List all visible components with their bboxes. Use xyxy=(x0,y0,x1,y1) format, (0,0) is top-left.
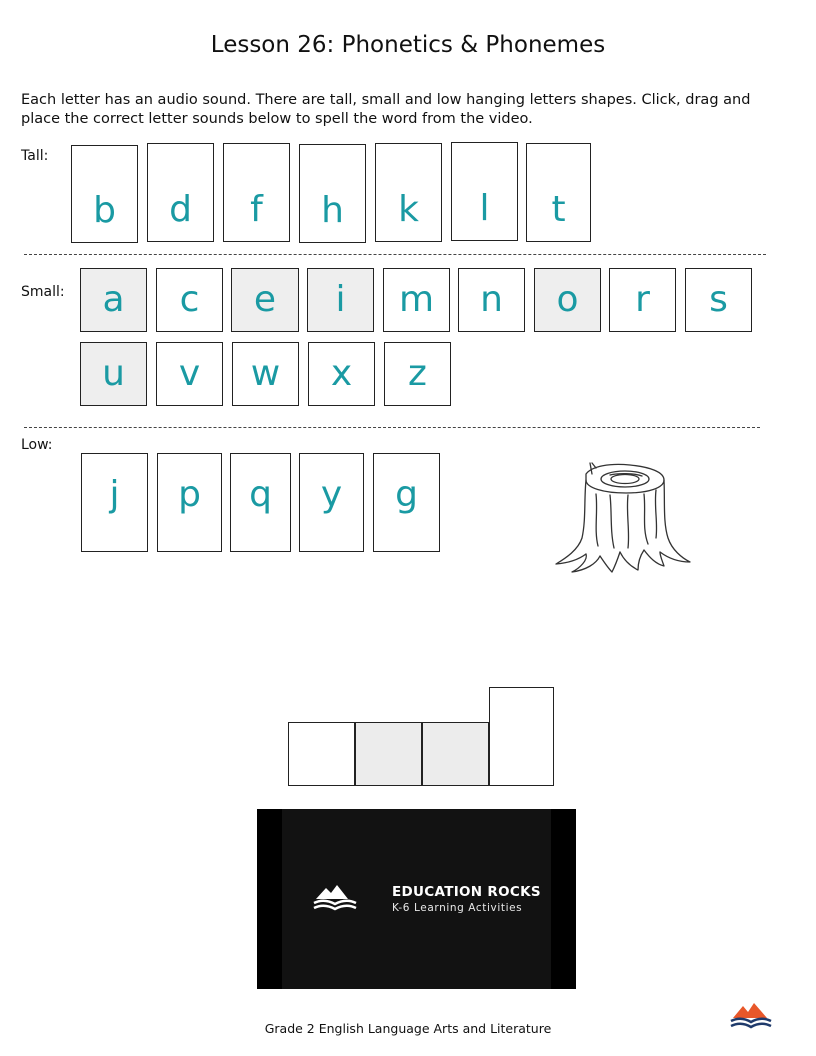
answer-slot-3[interactable] xyxy=(422,722,489,786)
letter-tile-g[interactable] xyxy=(373,453,440,552)
letter-tile-u[interactable] xyxy=(80,342,147,406)
letter-tile-k[interactable] xyxy=(375,143,442,242)
letter-tile-s[interactable] xyxy=(685,268,752,332)
small-label: Small: xyxy=(21,284,65,300)
brand-name: EDUCATION ROCKS xyxy=(392,884,541,900)
letter-tile-f[interactable] xyxy=(223,143,290,242)
section-divider xyxy=(24,254,766,255)
letter-tile-w[interactable] xyxy=(232,342,299,406)
letter-tile-x[interactable] xyxy=(308,342,375,406)
letter-tile-r[interactable] xyxy=(609,268,676,332)
letter-char: n xyxy=(480,279,503,320)
letter-char: e xyxy=(253,279,277,320)
letter-char: o xyxy=(556,279,579,320)
video-player[interactable] xyxy=(257,809,576,989)
mountain-book-icon xyxy=(312,883,358,917)
letter-char: d xyxy=(169,188,192,230)
mountain-book-icon xyxy=(729,1002,773,1034)
letter-tile-z[interactable] xyxy=(384,342,451,406)
tree-stump-illustration xyxy=(552,460,694,575)
letter-tile-b[interactable] xyxy=(71,145,138,243)
letter-char: y xyxy=(320,473,343,515)
section-divider xyxy=(24,427,760,428)
letter-tile-i[interactable] xyxy=(307,268,374,332)
letter-char: p xyxy=(178,473,201,515)
letter-tile-q[interactable] xyxy=(230,453,291,552)
letter-char: r xyxy=(635,279,650,320)
letter-tile-j[interactable] xyxy=(81,453,148,552)
letter-char: q xyxy=(249,473,272,515)
letter-char: v xyxy=(178,353,201,394)
answer-slot-4[interactable] xyxy=(489,687,554,786)
letter-char: w xyxy=(250,353,281,394)
low-label: Low: xyxy=(21,437,53,453)
letter-tile-h[interactable] xyxy=(299,144,366,243)
letter-char: u xyxy=(102,353,125,394)
letter-char: k xyxy=(398,188,419,230)
footer-text: Grade 2 English Language Arts and Literature xyxy=(264,1021,552,1036)
letter-char: g xyxy=(395,473,418,515)
letter-char: l xyxy=(479,187,490,229)
letter-char: h xyxy=(321,189,344,231)
letter-char: c xyxy=(179,279,200,320)
letter-char: b xyxy=(93,190,116,231)
brand-tagline: K-6 Learning Activities xyxy=(392,902,523,914)
instructions-text: Each letter has an audio sound. There are tall, small and low hanging letters shapes. Click, drag and place the correct letter sounds below to spell the word from the video. xyxy=(21,92,751,127)
letter-char: i xyxy=(335,279,346,320)
letter-tile-a[interactable] xyxy=(80,268,147,332)
video-frame xyxy=(282,809,551,989)
education-rocks-logo xyxy=(392,884,541,914)
letter-tile-e[interactable] xyxy=(231,268,299,332)
letter-char: a xyxy=(102,279,125,320)
letter-tile-o[interactable] xyxy=(534,268,601,332)
answer-slot-2[interactable] xyxy=(355,722,422,786)
letter-char: t xyxy=(551,188,566,230)
letter-char: x xyxy=(330,353,353,394)
page-title: Lesson 26: Phonetics & Phonemes xyxy=(210,32,606,58)
letter-tile-v[interactable] xyxy=(156,342,223,406)
letter-tile-t[interactable] xyxy=(526,143,591,242)
answer-slot-1[interactable] xyxy=(288,722,355,786)
letter-tile-l[interactable] xyxy=(451,142,518,241)
letter-tile-y[interactable] xyxy=(299,453,364,552)
letter-tile-p[interactable] xyxy=(157,453,222,552)
letter-tile-m[interactable] xyxy=(383,268,450,332)
letter-tile-n[interactable] xyxy=(458,268,525,332)
tall-label: Tall: xyxy=(21,148,49,164)
letter-char: m xyxy=(398,279,435,320)
letter-char: f xyxy=(250,188,263,230)
letter-tile-c[interactable] xyxy=(156,268,223,332)
letter-tile-d[interactable] xyxy=(147,143,214,242)
letter-char: j xyxy=(109,473,120,515)
letter-char: s xyxy=(709,279,728,320)
letter-char: z xyxy=(408,353,427,394)
